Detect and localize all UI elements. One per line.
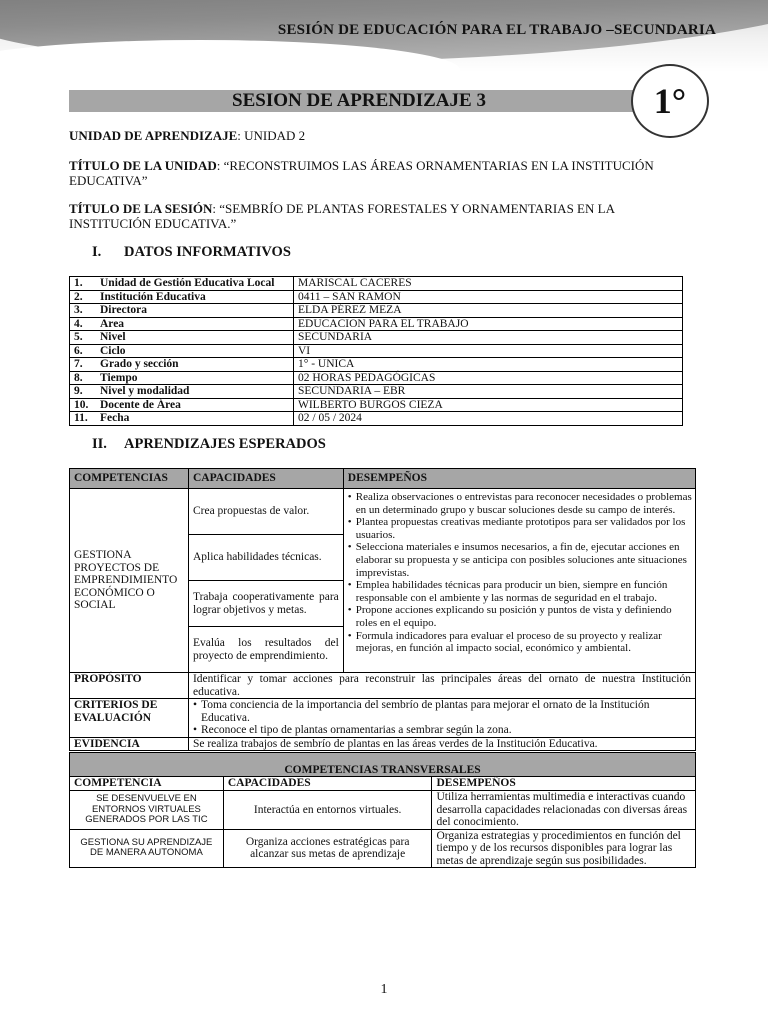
unit-value: : UNIDAD 2 <box>237 128 306 143</box>
unit-label: UNIDAD DE APRENDIZAJE <box>69 128 238 143</box>
info-number: 2. <box>74 290 83 303</box>
info-row <box>70 412 683 426</box>
unit-title-value: : “RECONSTRUIMOS LAS ÁREAS ORNAMENTARIAS EN LA INSTITUCIÓN EDUCATIVA” <box>69 158 654 188</box>
info-key <box>70 277 294 291</box>
info-key <box>70 385 294 399</box>
info-key-label: Institución Educativa <box>100 290 206 303</box>
info-value: VI <box>294 344 683 358</box>
col-header-desempenos: DESEMPEÑOS <box>432 777 696 791</box>
info-key-label: Nivel <box>100 331 126 343</box>
info-key-label: Docente de Área <box>100 398 181 411</box>
info-row <box>70 398 683 412</box>
criterio-item: • Toma conciencia de la importancia del sembrío de plantas para mejorar el ornato de la Institución Educativa. <box>193 699 691 724</box>
transversales-title: COMPETENCIAS TRANSVERSALES <box>70 753 696 777</box>
info-key <box>70 371 294 385</box>
transversal-capacidad: Interactúa en entornos virtuales. <box>223 791 432 830</box>
section-aprendizajes <box>92 436 326 453</box>
desempenos-list <box>348 491 693 655</box>
info-key <box>70 331 294 345</box>
col-header-desempenos: DESEMPEÑOS <box>343 469 695 489</box>
info-number: 5. <box>74 331 83 343</box>
info-key <box>70 412 294 426</box>
col-header-competencia: COMPETENCIA <box>70 777 224 791</box>
info-key <box>70 398 294 412</box>
section-title: DATOS INFORMATIVOS <box>124 244 291 260</box>
grade-badge <box>631 64 709 138</box>
info-number: 9. <box>74 385 83 397</box>
session-title-value: : “SEMBRÍO DE PLANTAS FORESTALES Y ORNAMENTARIAS EN LA INSTITUCIÓN EDUCATIVA.” <box>69 201 615 231</box>
col-header-capacidades: CAPACIDADES <box>223 777 432 791</box>
info-value: SECUNDARIA <box>294 331 683 345</box>
info-row <box>70 317 683 331</box>
info-key-label: Area <box>100 317 125 330</box>
section-datos-informativos <box>92 244 291 261</box>
transversal-desempeno: Organiza estrategias y procedimientos en función del tiempo y de los recursos disponibles para lograr las metas de aprendizaje según sus posibilidades. <box>432 829 696 868</box>
session-title-label: TÍTULO DE LA SESIÓN <box>69 201 213 216</box>
info-row <box>70 344 683 358</box>
info-row <box>70 331 683 345</box>
transversal-capacidad: Organiza acciones estratégicas para alcanzar sus metas de aprendizaje <box>223 829 432 868</box>
transversal-competencia: GESTIONA SU APRENDIZAJE DE MANERA AUTONOMA <box>70 829 224 868</box>
session-title-bar <box>69 90 649 112</box>
info-value: WILBERTO BURGOS CIEZA <box>294 398 683 412</box>
transversal-competencia: SE DESENVUELVE EN ENTORNOS VIRTUALES GENERADOS POR LAS TIC <box>70 791 224 830</box>
unit-title-line <box>69 158 699 188</box>
info-row <box>70 385 683 399</box>
info-row <box>70 371 683 385</box>
page-number: 1 <box>380 982 388 997</box>
grade-label: 1° <box>653 81 687 121</box>
info-key-label: Grado y sección <box>100 358 179 370</box>
criterio-item: • Reconoce el tipo de plantas ornamentarias a sembrar según la zona. <box>193 724 691 737</box>
info-number: 3. <box>74 304 83 316</box>
desempenos-cell <box>343 489 695 673</box>
info-number: 1. <box>74 277 83 289</box>
info-value: 1° - UNICA <box>294 358 683 372</box>
info-key <box>70 344 294 358</box>
desempeno-item: • Realiza observaciones o entrevistas para reconocer necesidades o problemas en un determinado grupo y buscar soluciones desde su campo de interés. <box>348 491 693 516</box>
desempeno-item: • Propone acciones explicando su posición y puntos de vista y definiendo roles en el equipo. <box>348 604 693 629</box>
col-header-capacidades: CAPACIDADES <box>188 469 343 489</box>
evidencia-text: Se realiza trabajos de sembrío de plantas en las áreas verdes de la Institución Educativa. <box>188 737 695 751</box>
proposito-text: Identificar y tomar acciones para reconstruir las principales áreas del ornato de nuestra Institución educativa. <box>188 673 695 699</box>
info-value: SECUNDARIA – EBR <box>294 385 683 399</box>
session-title-line <box>69 201 699 231</box>
info-number: 7. <box>74 358 83 370</box>
competencia-cell: GESTIONA PROYECTOS DE EMPRENDIMIENTO ECONÓMICO O SOCIAL <box>70 489 189 673</box>
criterios-cell <box>188 699 695 738</box>
desempeno-item: • Plantea propuestas creativas mediante prototipos para ser validados por los usuarios. <box>348 516 693 541</box>
desempeno-item: • Emplea habilidades técnicas para producir un bien, siempre en función responsable con el ambiente y las normas de seguridad en el trabajo. <box>348 579 693 604</box>
evidencia-label: EVIDENCIA <box>70 737 189 751</box>
info-key <box>70 304 294 318</box>
info-value: 02 HORAS PEDAGÓGICAS <box>294 371 683 385</box>
info-value: MARISCAL CACERES <box>294 277 683 291</box>
info-row <box>70 304 683 318</box>
header-title: SESIÓN DE EDUCACIÓN PARA EL TRABAJO –SECUNDARIA <box>277 22 716 38</box>
info-row <box>70 290 683 304</box>
info-row <box>70 277 683 291</box>
desempeno-item: • Formula indicadores para evaluar el proceso de su proyecto y realizar mejoras, en función al impacto social, económico y ambiental. <box>348 630 693 655</box>
unit-line <box>69 128 699 143</box>
section-number: II. <box>92 436 107 452</box>
transversal-desempeno: Utiliza herramientas multimedia e interactivas cuando desarrolla capacidades relacionadas con diversas áreas del conocimiento. <box>432 791 696 830</box>
session-title: SESION DE APRENDIZAJE 3 <box>232 90 486 111</box>
col-header-competencias: COMPETENCIAS <box>70 469 189 489</box>
info-number: 4. <box>74 317 83 330</box>
info-table <box>69 276 683 426</box>
info-number: 11. <box>74 412 88 424</box>
info-value: ELDA PÉREZ MEZA <box>294 304 683 318</box>
info-key <box>70 317 294 331</box>
info-value: 0411 – SAN RAMON <box>294 290 683 304</box>
info-key <box>70 290 294 304</box>
info-number: 6. <box>74 344 83 357</box>
info-row <box>70 358 683 372</box>
info-number: 10. <box>74 398 89 411</box>
info-key-label: Fecha <box>100 412 130 424</box>
info-number: 8. <box>74 371 83 384</box>
capacidad-cell: Evalúa los resultados del proyecto de emprendimiento. <box>188 627 343 673</box>
info-value: 02 / 05 / 2024 <box>294 412 683 426</box>
info-key-label: Nivel y modalidad <box>100 385 190 397</box>
aprendizajes-table <box>69 468 696 751</box>
section-number: I. <box>92 244 102 260</box>
desempeno-item: • Selecciona materiales e insumos necesarios, a fin de, ejecutar acciones en elaborar su propuesta y se anticipa con posibles soluciones ante situaciones imprevistas. <box>348 541 693 579</box>
transversales-table <box>69 752 696 868</box>
capacidad-cell: Aplica habilidades técnicas. <box>188 535 343 581</box>
section-title: APRENDIZAJES ESPERADOS <box>124 436 326 452</box>
criterios-label: CRITERIOS DE EVALUACIÓN <box>70 699 189 738</box>
info-key-label: Directora <box>100 304 148 316</box>
info-key-label: Tiempo <box>100 371 138 384</box>
info-key <box>70 358 294 372</box>
criterios-list <box>193 699 691 737</box>
info-key-label: Ciclo <box>100 344 126 357</box>
info-value: EDUCACION PARA EL TRABAJO <box>294 317 683 331</box>
proposito-label: PROPÓSITO <box>70 673 189 699</box>
capacidad-cell: Crea propuestas de valor. <box>188 489 343 535</box>
capacidad-cell: Trabaja cooperativamente para lograr objetivos y metas. <box>188 581 343 627</box>
info-key-label: Unidad de Gestión Educativa Local <box>100 277 275 289</box>
unit-title-label: TÍTULO DE LA UNIDAD <box>69 158 217 173</box>
